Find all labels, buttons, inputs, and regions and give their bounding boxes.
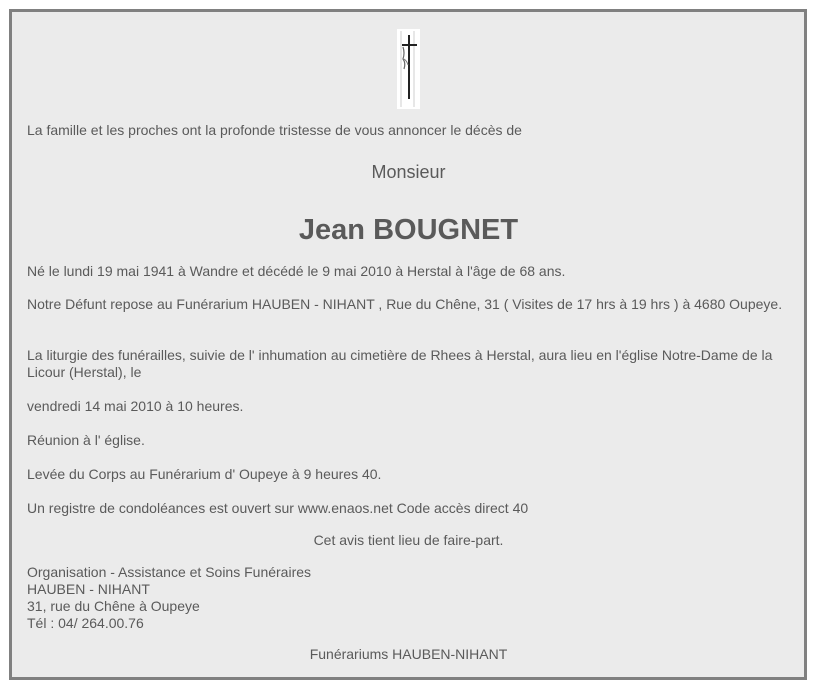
organisation-address: 31, rue du Chêne à Oupeye	[27, 598, 200, 614]
rest-place-text: Notre Défunt repose au Funérarium HAUBEN - NIHANT , Rue du Chêne, 31 ( Visites de 17 hrs à 19 hrs ) à 4680 Oupeye.	[27, 296, 783, 312]
deceased-name: Jean BOUGNET	[298, 214, 519, 246]
organisation-line-1: Organisation - Assistance et Soins Funéraires	[27, 564, 312, 580]
honorific: Monsieur	[371, 162, 446, 182]
register-text: Un registre de condoléances est ouvert sur www.enaos.net Code accès direct 40	[27, 500, 529, 516]
birth-death-text: Né le lundi 19 mai 1941 à Wandre et décédé le 9 mai 2010 à Herstal à l'âge de 68 ans.	[27, 263, 566, 279]
meeting-text: Réunion à l' église.	[27, 432, 145, 448]
body-removal-text: Levée du Corps au Funérarium d' Oupeye à 9 heures 40.	[27, 466, 382, 482]
obituary-card	[9, 9, 807, 680]
ceremony-date: vendredi 14 mai 2010 à 10 heures.	[27, 398, 244, 414]
cross-icon	[397, 29, 420, 109]
notice-text: Cet avis tient lieu de faire-part.	[313, 532, 504, 548]
footer-signature: Funérariums HAUBEN-NIHANT	[309, 646, 508, 662]
organisation-line-2: HAUBEN - NIHANT	[27, 581, 150, 597]
organisation-phone: Tél : 04/ 264.00.76	[27, 615, 144, 631]
liturgy-text: La liturgie des funérailles, suivie de l' inhumation au cimetière de Rhees à Herstal, aura lieu en l'église Notre-Dame de la Licour (Herstal), le	[27, 347, 773, 380]
intro-text: La famille et les proches ont la profonde tristesse de vous annoncer le décès de	[27, 122, 522, 138]
